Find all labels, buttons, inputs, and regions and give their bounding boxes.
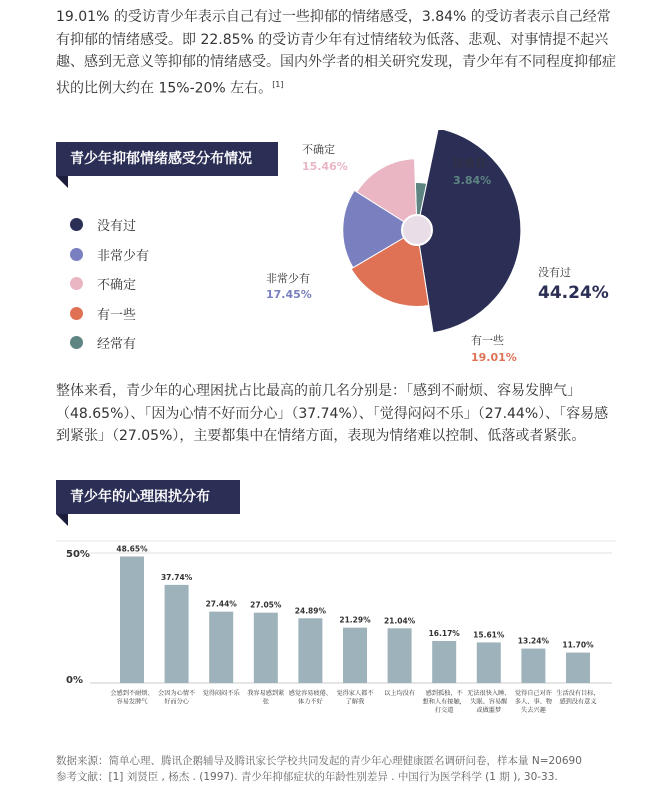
pie-slice-label: 没有过 (538, 266, 571, 279)
legend-item (70, 210, 149, 240)
summary-paragraph: 整体来看，青少年的心理困扰占比最高的前几名分别是：「感到不耐烦、容易发脾气」（48.65%）、「因为心情不好而分心」（37.74%）、「觉得闷闷不乐」（27.44%）、「容易感到紧张」（27.05%），主要都集中在情绪方面，表现为情绪难以控制、低落或者紧张。 (56, 383, 609, 444)
intro-paragraph (56, 6, 616, 100)
pie-legend (70, 210, 149, 358)
pie-slice-label: 有一些 (471, 334, 504, 347)
pie-center-hub (402, 215, 432, 245)
legend-label: 经常有 (97, 337, 137, 353)
bar-category-label: 我容易感到紧 (247, 690, 285, 697)
bar-category-label: 会感到不耐烦、 (110, 690, 154, 697)
bar-category-label: 觉得家人都不 (336, 690, 374, 697)
bar (165, 585, 189, 683)
pie-slice-value: 15.46% (302, 160, 348, 173)
bar-category-label: 体力不好 (298, 698, 323, 706)
bar-value-label: 27.44% (205, 599, 237, 609)
data-source: 数据来源：简单心理、腾讯企鹅辅导及腾讯家长学校共同发起的青少年心理健康匿名调研问卷，样本量 N=20690 (56, 755, 582, 767)
legend-item (70, 240, 149, 270)
bar-value-label: 48.65% (116, 544, 148, 554)
legend-item (70, 328, 149, 358)
bar (521, 649, 545, 683)
bar-value-label: 37.74% (160, 572, 193, 582)
pie-slice-label: 经常有 (453, 157, 486, 170)
bar-category-label: 感到没有意义 (559, 698, 597, 706)
bar (432, 641, 456, 683)
legend-label: 不确定 (97, 278, 137, 294)
bar-category-label: 无法很快入睡、 (467, 690, 511, 697)
intro-citation[interactable]: [1] (272, 79, 284, 89)
bar (209, 612, 233, 683)
bar-category-label: 容易发脾气 (116, 698, 148, 706)
bar-value-label: 11.70% (562, 640, 594, 650)
bar-category-label: 感到孤独，不 (425, 690, 463, 697)
bar-category-label: 了解我 (345, 698, 365, 706)
intro-text: 19.01% 的受访青少年表示自己有过一些抑郁的情绪感受，3.84% 的受访者表示自己经常有抑郁的情绪感受。即 22.85% 的受访青少年有过情绪较为低落、悲观、对事情提不起兴趣、感到无意义等抑郁的情绪感受。国内外学者的相关研究发现，青少年有不同程度抑郁症状的比例大约在 15%-20% 左右。 (56, 9, 616, 97)
rose-pie-chart (240, 130, 640, 370)
bar-category-label: 多人、事、物 (514, 698, 552, 706)
pie-slice-value: 19.01% (471, 351, 517, 364)
bar-value-label: 15.61% (473, 630, 505, 640)
legend-dot (70, 307, 83, 320)
legend-label: 有一些 (97, 307, 137, 323)
bar (566, 653, 590, 683)
bar-category-label: 会因为心情不 (158, 690, 196, 697)
legend-dot (70, 336, 83, 349)
legend-item (70, 299, 149, 329)
pie-slice-value: 44.24% (538, 283, 609, 303)
bar (343, 628, 367, 683)
bar-category-label: 感觉容易疲倦、 (288, 690, 333, 697)
bar-category-label: 觉得自己对许 (514, 690, 552, 697)
legend-label: 没有过 (97, 219, 137, 235)
bar-category-label: 生活没有目标， (556, 690, 600, 697)
y-tick-label: 0% (66, 675, 83, 686)
legend-dot (70, 277, 83, 290)
legend-label: 非常少有 (97, 248, 150, 264)
bar-category-label: 想和人有接触， (422, 698, 466, 706)
bar-value-label: 27.05% (250, 600, 282, 610)
bar (477, 642, 501, 683)
pie-slice-value: 17.45% (266, 288, 312, 301)
bar (120, 557, 144, 683)
legend-item (70, 269, 149, 299)
bar-value-label: 13.24% (517, 636, 550, 646)
bar-value-label: 16.17% (428, 628, 460, 638)
bar-category-label: 以上均没有 (384, 690, 416, 697)
bar-section-title: 青少年的心理困扰分布 (56, 480, 240, 514)
bar-value-label: 21.04% (383, 616, 416, 626)
reference: 参考文献：[1] 刘贤臣 , 杨杰 . (1997). 青少年抑郁症状的年龄性别差异 . 中国行为医学科学 (1 期 ), 30-33. (56, 771, 558, 783)
pie-slice-value: 3.84% (453, 174, 492, 187)
bar-category-label: 失眠、容易醒 (470, 698, 508, 706)
bar-category-label: 好而分心 (164, 698, 189, 706)
bar (254, 613, 278, 683)
pie-slice-label: 非常少有 (266, 272, 310, 285)
pie-slice-label: 不确定 (302, 143, 335, 156)
bar-category-label: 觉得闷闷不乐 (202, 690, 240, 697)
bar-value-label: 21.29% (339, 615, 371, 625)
y-tick-label: 50% (66, 549, 90, 560)
pie-section-title: 青少年抑郁情绪感受分布情况 (56, 142, 278, 176)
bar-category-label: 打交道 (434, 707, 454, 714)
bar-category-label: 失去兴趣 (521, 707, 546, 714)
bar-category-label: 张 (262, 698, 269, 706)
bar (298, 618, 322, 683)
legend-dot (70, 218, 83, 231)
bar (388, 628, 412, 683)
bar-category-label: 或做噩梦 (476, 707, 502, 714)
legend-dot (70, 248, 83, 261)
bar-value-label: 24.89% (294, 606, 327, 616)
